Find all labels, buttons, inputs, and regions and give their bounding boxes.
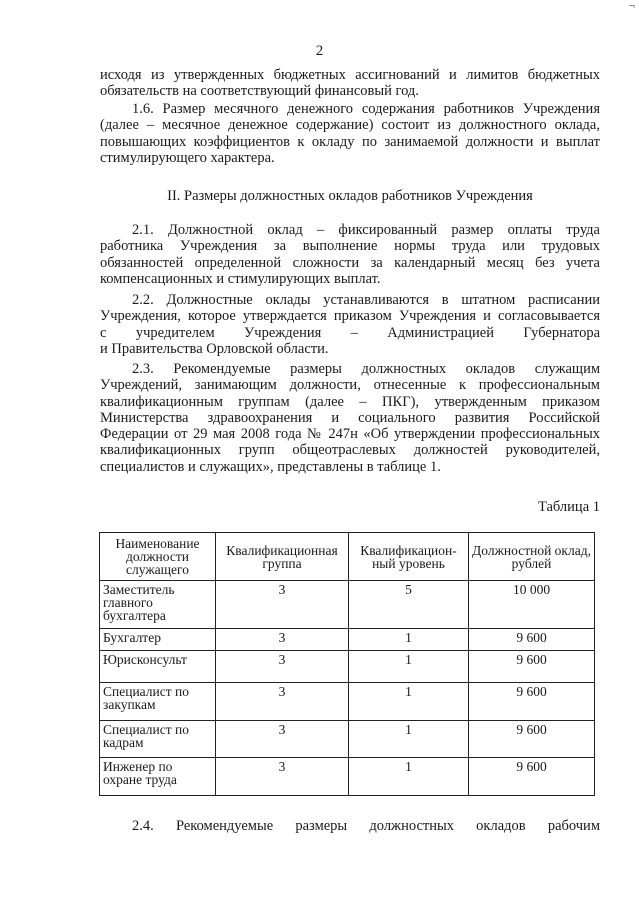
text-line: работника Учреждения за выполнение нормы труда или трудовых — [100, 238, 600, 255]
cell-salary: 10 000 — [469, 581, 595, 629]
text-line: Министерства здравоохранения и социального развития Российской — [100, 409, 600, 426]
cell-salary: 9 600 — [469, 683, 595, 721]
paragraph-2-3 — [100, 361, 600, 475]
table-header-row — [100, 533, 595, 581]
text-line: квалификационным группам (далее – ПКГ), утвержденным приказом — [100, 393, 600, 410]
table-row — [100, 651, 595, 683]
cell-qual-level: 1 — [349, 721, 469, 758]
cell-qual-group: 3 — [216, 721, 349, 758]
cell-qual-level: 1 — [349, 629, 469, 651]
text-line: 2.3. Рекомендуемые размеры должностных окладов служащим — [132, 361, 600, 377]
text-line: (далее – месячное денежное содержание) состоит из должностного оклада, — [100, 117, 600, 134]
header-qual-level: Квалификацион-ный уровень — [349, 533, 469, 581]
text-line: 2.4. Рекомендуемые размеры должностных окладов рабочим — [132, 818, 600, 834]
page-number: 2 — [315, 43, 324, 59]
text-line: Учреждений, занимающим должности, отнесенные к профессиональным — [100, 377, 600, 394]
text-line: 2.2. Должностные оклады устанавливаются в штатном расписании — [132, 292, 600, 308]
text-line: исходя из утвержденных бюджетных ассигнований и лимитов бюджетных — [100, 67, 600, 83]
text-line: компенсационных и стимулирующих выплат. — [100, 270, 381, 287]
cell-qual-level: 5 — [349, 581, 469, 629]
corner-mark: ¬ — [628, 0, 635, 12]
cell-qual-group: 3 — [216, 758, 349, 796]
text-line: обязанностей определенной сложности за календарный месяц без учета — [100, 254, 600, 271]
cell-qual-level: 1 — [349, 651, 469, 683]
text-line: Федерации от 29 мая 2008 года № 247н «Об утверждении профессиональных — [100, 426, 600, 443]
cell-position: Инженер по охране труда — [100, 758, 216, 796]
cell-qual-group: 3 — [216, 651, 349, 683]
paragraph-intro — [100, 67, 600, 100]
cell-qual-group: 3 — [216, 581, 349, 629]
table-row — [100, 629, 595, 651]
section-heading: II. Размеры должностных окладов работников Учреждения — [167, 188, 533, 204]
paragraph-2-4 — [100, 818, 600, 834]
text-line: и Правительства Орловской области. — [100, 340, 329, 357]
text-line: квалификационных групп общеотраслевых должностей руководителей, — [100, 442, 600, 459]
header-position: Наименование должности служащего — [100, 533, 216, 581]
cell-qual-group: 3 — [216, 683, 349, 721]
cell-position: Юрисконсульт — [100, 651, 216, 683]
cell-qual-group: 3 — [216, 629, 349, 651]
text-line: стимулирующего характера. — [100, 149, 275, 166]
salary-table — [99, 532, 595, 796]
text-line: повышающих коэффициентов к окладу по занимаемой должности и выплат — [100, 133, 600, 150]
table-row — [100, 758, 595, 796]
header-salary: Должностной оклад, рублей — [469, 533, 595, 581]
cell-qual-level: 1 — [349, 683, 469, 721]
table-row — [100, 581, 595, 629]
text-line: 2.1. Должностной оклад – фиксированный размер оплаты труда — [132, 222, 600, 238]
table-row — [100, 721, 595, 758]
cell-position: Бухгалтер — [100, 629, 216, 651]
text-line: обязательств на соответствующий финансовый год. — [100, 83, 419, 100]
cell-salary: 9 600 — [469, 758, 595, 796]
cell-position: Специалист по кадрам — [100, 721, 216, 758]
paragraph-2-1 — [100, 222, 600, 287]
cell-qual-level: 1 — [349, 758, 469, 796]
cell-salary: 9 600 — [469, 721, 595, 758]
text-line: специалистов и служащих», представлены в таблице 1. — [100, 458, 441, 475]
cell-position: Специалист по закупкам — [100, 683, 216, 721]
cell-salary: 9 600 — [469, 651, 595, 683]
text-line: с учредителем Учреждения – Администрацией Губернатора — [100, 324, 600, 341]
paragraph-2-2 — [100, 292, 600, 357]
paragraph-1-6 — [100, 101, 600, 166]
cell-position: Заместитель главного бухгалтера — [100, 581, 216, 629]
text-line: Учреждения, которое утверждается приказом Учреждения и согласовывается — [100, 308, 600, 325]
table-row — [100, 683, 595, 721]
table-caption: Таблица 1 — [537, 499, 600, 515]
text-line: 1.6. Размер месячного денежного содержания работников Учреждения — [132, 101, 600, 117]
cell-salary: 9 600 — [469, 629, 595, 651]
header-qual-group: Квалификационная группа — [216, 533, 349, 581]
